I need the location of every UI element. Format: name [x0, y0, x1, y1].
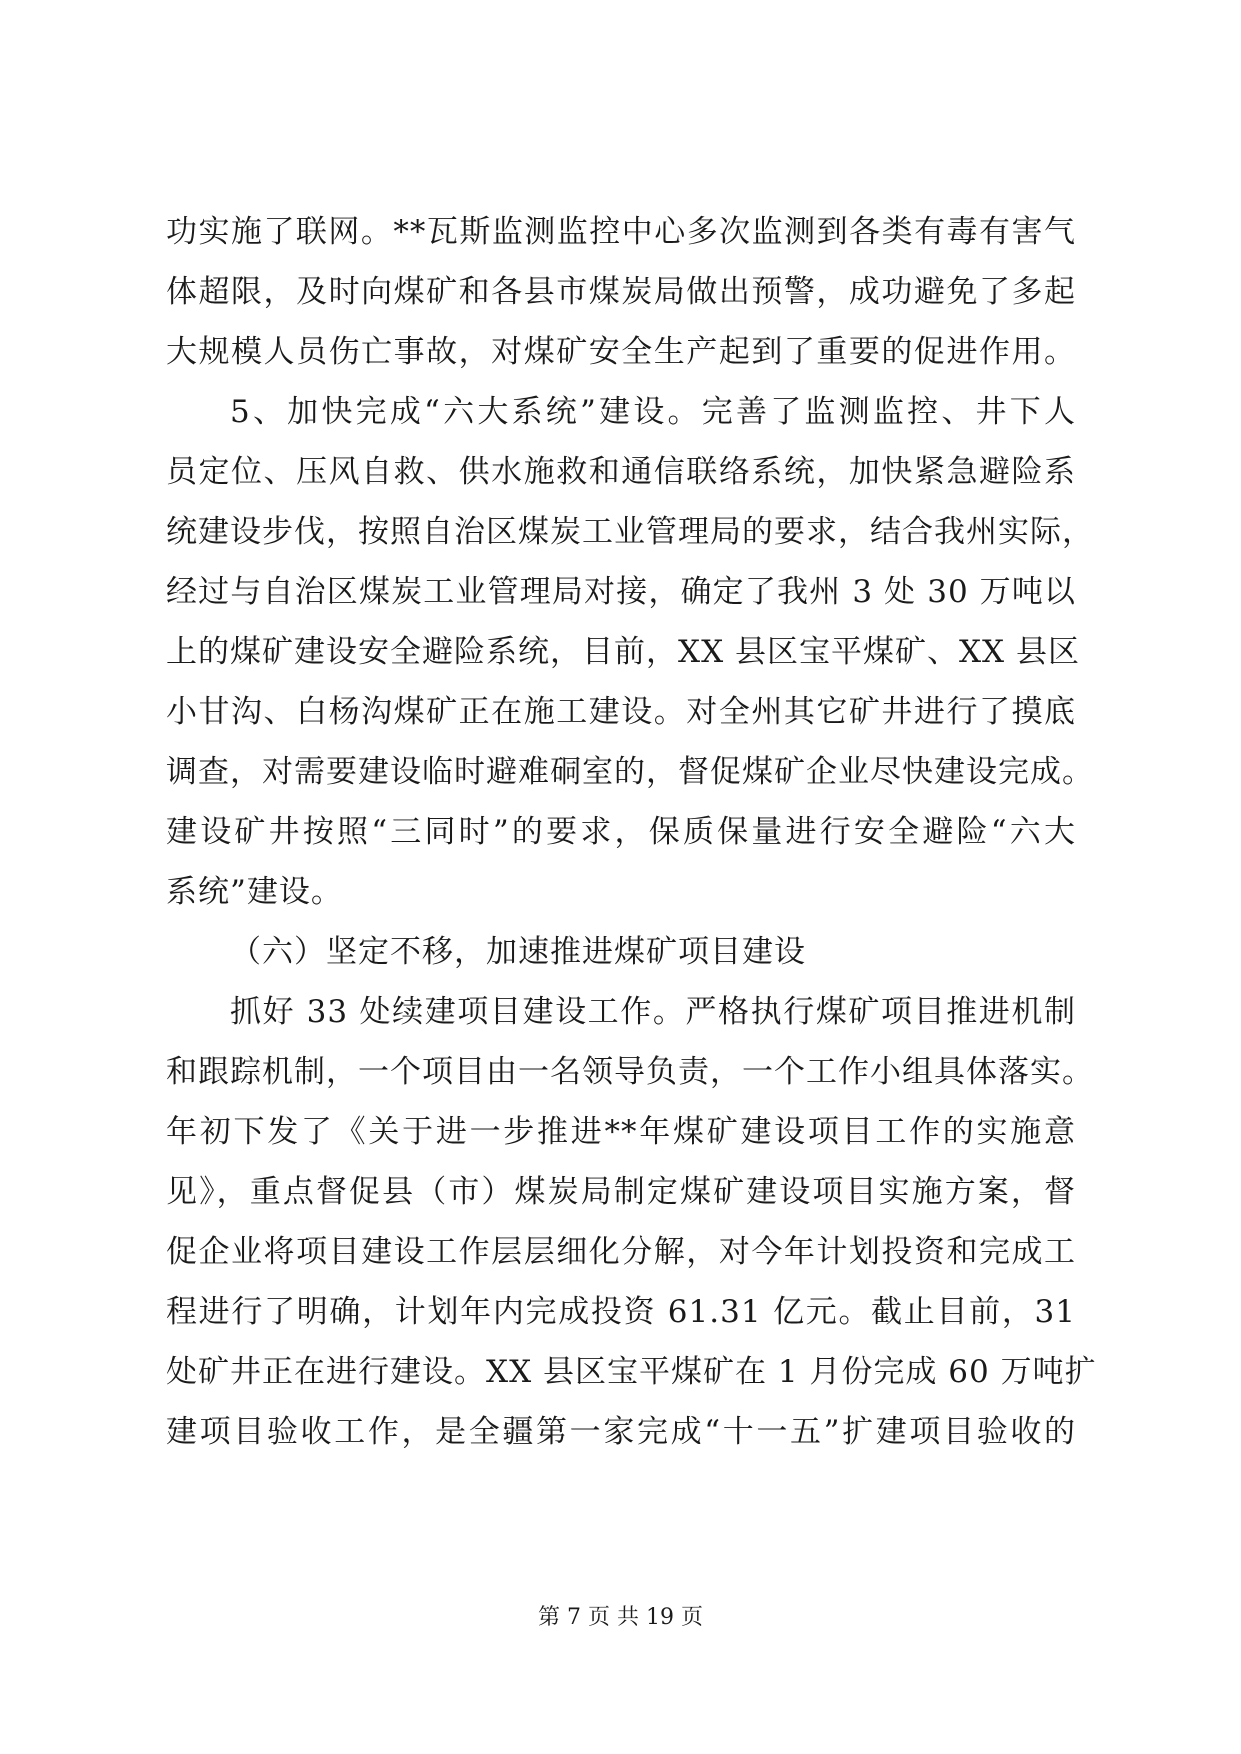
- page-number-footer: 第 7 页 共 19 页: [538, 1605, 703, 1630]
- text-line-15: 和跟踪机制，一个项目由一名领导负责，一个工作小组具体落实。: [166, 1054, 1094, 1090]
- text-line-14: 抓好 33 处续建项目建设工作。严格执行煤矿项目推进机制: [230, 994, 1076, 1030]
- text-line-5: 员定位、压风自救、供水施救和通信联络系统，加快紧急避险系: [166, 454, 1076, 490]
- text-line-21: 建项目验收工作，是全疆第一家完成“十一五”扩建项目验收的: [166, 1414, 1076, 1450]
- text-line-18: 促企业将项目建设工作层层细化分解，对今年计划投资和完成工: [166, 1234, 1076, 1270]
- text-line-20: 处矿井正在进行建设。XX 县区宝平煤矿在 1 月份完成 60 万吨扩: [166, 1354, 1097, 1390]
- text-line-19: 程进行了明确，计划年内完成投资 61.31 亿元。截止目前，31: [166, 1294, 1076, 1330]
- text-line-8: 上的煤矿建设安全避险系统，目前，XX 县区宝平煤矿、XX 县区: [166, 634, 1080, 670]
- section-heading: （六）坚定不移，加速推进煤矿项目建设: [230, 934, 806, 970]
- text-line-7: 经过与自治区煤炭工业管理局对接，确定了我州 3 处 30 万吨以: [166, 574, 1076, 610]
- text-line-4: 5、加快完成“六大系统”建设。完善了监测监控、井下人: [230, 394, 1076, 430]
- text-line-11: 建设矿井按照“三同时”的要求，保质保量进行安全避险“六大: [166, 814, 1076, 850]
- text-line-9: 小甘沟、白杨沟煤矿正在施工建设。对全州其它矿井进行了摸底: [166, 694, 1076, 730]
- text-line-2: 体超限，及时向煤矿和各县市煤炭局做出预警，成功避免了多起: [166, 274, 1076, 310]
- text-line-1: 功实施了联网。**瓦斯监测监控中心多次监测到各类有毒有害气: [166, 214, 1076, 250]
- text-line-12: 系统”建设。: [166, 874, 343, 910]
- text-line-3: 大规模人员伤亡事故，对煤矿安全生产起到了重要的促进作用。: [166, 334, 1076, 370]
- text-line-17: 见》，重点督促县（市）煤炭局制定煤矿建设项目实施方案，督: [166, 1174, 1076, 1210]
- text-line-6: 统建设步伐，按照自治区煤炭工业管理局的要求，结合我州实际，: [166, 514, 1094, 550]
- text-line-16: 年初下发了《关于进一步推进**年煤矿建设项目工作的实施意: [166, 1114, 1076, 1150]
- text-line-10: 调查，对需要建设临时避难硐室的，督促煤矿企业尽快建设完成。: [166, 754, 1094, 790]
